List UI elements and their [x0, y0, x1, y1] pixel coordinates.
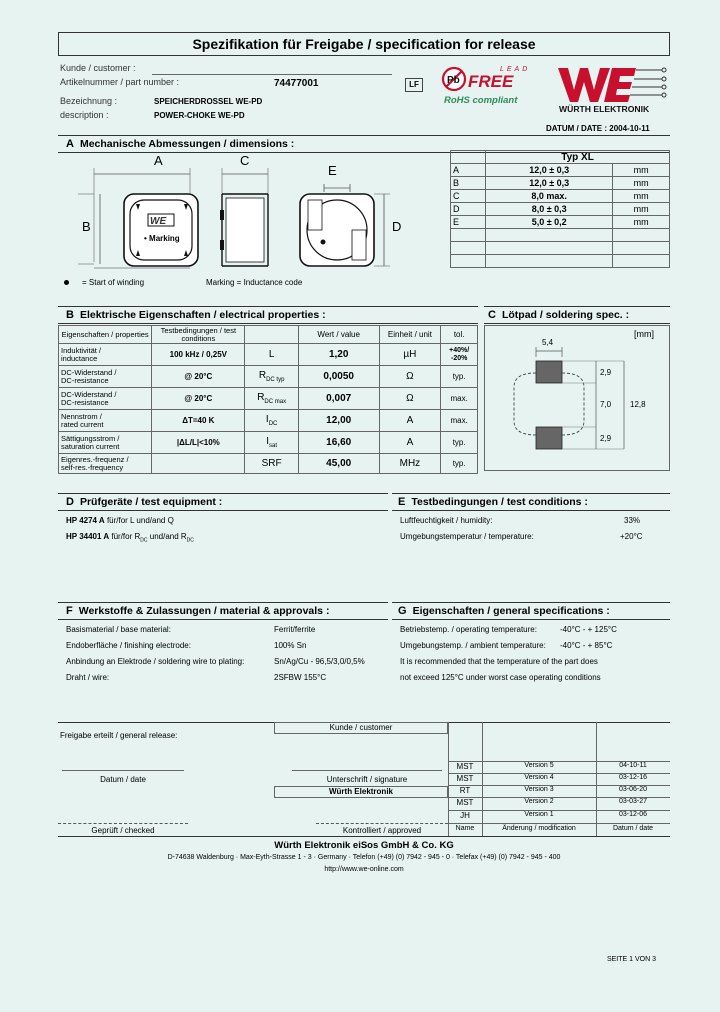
lf-badge: LF [405, 78, 423, 92]
footer-company: Würth Elektronik eiSos GmbH & Co. KG [274, 840, 454, 851]
material-label-3: Draht / wire: [66, 673, 110, 682]
legend-winding: = Start of winding [82, 278, 145, 287]
history-version-3: Version 2 [524, 798, 554, 805]
checked-line [58, 823, 188, 824]
description-label: description : [60, 110, 109, 120]
humidity-value: 33% [624, 516, 641, 525]
lead-free-logo [440, 62, 540, 106]
approved-line [316, 823, 448, 824]
material-label-1: Endoberfläche / finishing electrode: [66, 641, 191, 650]
material-value-2: Sn/Ag/Cu - 96,5/3,0/0,5% [274, 657, 365, 666]
dim-label-d: D [392, 219, 402, 234]
signature-label: Unterschrift / signature [326, 775, 408, 784]
table-row: D 8,0 ± 0,3 mm [451, 203, 670, 216]
history-line-5 [448, 823, 670, 824]
general-release-label: Freigabe erteilt / general release: [60, 731, 178, 740]
table-row: Eigenres.-frequenz / self-res.-frequency SRF 45,00 MHz typ. [59, 454, 478, 474]
footer-address: D-74638 Waldenburg · Max-Eyth-Strasse 1 - 3 · Germany · Telefon (+49) (0) 7942 - 945 - 0 · Telefax (+49) (0) 7942 - 945 - 400 [167, 854, 561, 861]
history-date-1: 03-12-16 [618, 774, 648, 781]
customer-header-box: Kunde / customer [274, 722, 448, 734]
free-text: FREE [468, 72, 514, 91]
company-logo-text: WÜRTH ELEKTRONIK [559, 104, 650, 114]
pad-dim-width: 5,4 [542, 338, 554, 347]
winding-dot-icon [64, 280, 69, 285]
humidity-label: Luftfeuchtigkeit / humidity: [400, 516, 493, 525]
history-version-1: Version 4 [524, 774, 554, 781]
history-version-4: Version 1 [524, 811, 554, 818]
material-label-0: Basismaterial / base material: [66, 625, 171, 634]
designation: SPEICHERDROSSEL WE-PD [154, 97, 263, 106]
operating-temp-label: Betriebstemp. / operating temperature: [400, 625, 537, 634]
svg-text:WE: WE [150, 216, 167, 227]
material-label-2: Anbindung an Elektrode / soldering wire to plating: [66, 657, 245, 666]
ambient-temp-value: -40°C - + 85°C [560, 641, 613, 650]
section-f-header: F Werkstoffe & Zulassungen / material & approvals : [58, 602, 388, 620]
history-date-4: 03-12-06 [618, 811, 648, 818]
operating-temp-value: -40°C - + 125°C [560, 625, 617, 634]
dim-label-e: E [328, 163, 337, 178]
ambient-value: +20°C [620, 532, 643, 541]
history-col-mod: Änderung / modification [502, 825, 576, 832]
signature-line [292, 770, 442, 771]
dimension-drawing [80, 152, 450, 282]
section-c-header: C Lötpad / soldering spec. : [484, 306, 670, 324]
history-date-0: 04-10-11 [619, 762, 647, 769]
history-date-3: 03-03-27 [618, 798, 648, 805]
pb-symbol: Pb [447, 75, 460, 86]
dim-label-c: C [240, 153, 250, 168]
history-version-0: Version 5 [524, 762, 554, 769]
dim-label-b: B [82, 219, 91, 234]
designation-label: Bezeichnung : [60, 96, 118, 106]
history-name-1: MST [456, 774, 474, 783]
equipment-line-2: HP 34401 A für/for $R_{DC}$ und/and $R_{DC}$ [66, 532, 194, 544]
page-number: SEITE 1 VON 3 [606, 956, 656, 963]
date-label: Datum / date [100, 775, 146, 784]
section-b-header: B Elektrische Eigenschaften / electrical properties : [58, 306, 478, 324]
material-value-0: Ferrit/ferrite [274, 625, 316, 634]
section-d-header: D Prüfgeräte / test equipment : [58, 493, 388, 511]
table-row: DC-Widerstand / DC-resistance @ 20°C $R_{DC max}$ 0,007 Ω max. [59, 388, 478, 410]
electrical-table: Eigenschaften / properties Testbedingungen / test conditions Wert / value Einheit / unit tol. Induktivität / inductance 100 kHz / 0,25V L 1,20 µH +40%/ -20% DC-Widerstand / DC-resistance @ 20°C $R_{DC typ}$ 0,0050 Ω typ. DC-Widerstand / DC-resistance @ 20°C $R_{DC max}$ 0,007 Ω max. Nennstrom / rated current ΔT=40 K $I_{DC}$ 12,00 A max. Sättigungsstrom / saturation current |ΔL/L|<10% $I_{sat}$ 16,60 A typ. Eigenres.-frequenz / self-res.-frequency SRF 45,00 MHz typ. [58, 325, 478, 474]
footer-url[interactable]: http://www.we-online.com [324, 866, 404, 873]
temp-note-2: not exceed 125°C under worst case operating conditions [400, 673, 601, 682]
table-row: DC-Widerstand / DC-resistance @ 20°C $R_{DC typ}$ 0,0050 Ω typ. [59, 366, 478, 388]
equipment-line-1: HP 4274 A für/for L und/and Q [66, 516, 174, 525]
date-line [62, 770, 184, 771]
history-name-4: JH [460, 811, 470, 820]
lead-text: LEAD [500, 66, 531, 73]
pad-dim-top: 2,9 [600, 368, 612, 377]
material-value-3: 2SFBW 155°C [274, 673, 327, 682]
material-value-1: 100% Sn [274, 641, 307, 650]
page-title: Spezifikation für Freigabe / specification for release [192, 36, 536, 52]
part-number: 74477001 [274, 78, 319, 89]
history-name-3: MST [456, 798, 474, 807]
history-version-2: Version 3 [524, 786, 554, 793]
we-header-box: Würth Elektronik [274, 786, 448, 798]
section-a-header: A Mechanische Abmessungen / dimensions : [58, 135, 670, 153]
checked-label: Geprüft / checked [91, 826, 155, 835]
ambient-label: Umgebungstemperatur / temperature: [400, 532, 534, 541]
legend-marking: Marking = Inductance code [206, 278, 303, 287]
approved-label: Kontrolliert / approved [342, 826, 422, 835]
rohs-text: RoHS compliant [444, 95, 518, 106]
temp-note-1: It is recommended that the temperature of the part does [400, 657, 598, 666]
pad-dim-total: 12,8 [630, 400, 646, 409]
table-row: Nennstrom / rated current ΔT=40 K $I_{DC}$ 12,00 A max. [59, 410, 478, 432]
history-col-name: Name [455, 825, 475, 832]
table-row: E 5,0 ± 0,2 mm [451, 216, 670, 229]
title-box [58, 32, 670, 56]
customer-label: Kunde / customer : [60, 63, 136, 73]
part-number-label: Artikelnummer / part number : [60, 77, 180, 87]
table-row: Induktivität / inductance 100 kHz / 0,25V L 1,20 µH +40%/ -20% [59, 344, 478, 366]
history-name-0: MST [456, 762, 474, 771]
pad-dim-gap: 7,0 [600, 400, 612, 409]
marking-label: • Marking [144, 234, 180, 243]
release-bottom-line [58, 836, 670, 837]
description: POWER-CHOKE WE-PD [154, 111, 245, 120]
document-date: DATUM / DATE : 2004-10-11 [546, 124, 650, 133]
section-g-header: G Eigenschaften / general specifications : [392, 602, 670, 620]
type-label: Typ XL [486, 151, 670, 164]
we-company-logo [556, 62, 672, 114]
dimension-table [450, 150, 670, 268]
soldering-pad-drawing [484, 325, 670, 471]
pad-unit: [mm] [634, 329, 654, 339]
table-row: Sättigungsstrom / saturation current |ΔL/L|<10% $I_{sat}$ 16,60 A typ. [59, 432, 478, 454]
history-date-2: 03-06-20 [618, 786, 648, 793]
customer-underline [152, 74, 392, 75]
ambient-temp-label: Umgebungstemp. / ambient temperature: [400, 641, 546, 650]
section-e-header: E Testbedingungen / test conditions : [392, 493, 670, 511]
pad-dim-bottom: 2,9 [600, 434, 612, 443]
history-col-date: Datum / date [612, 825, 654, 832]
history-name-2: RT [459, 786, 471, 795]
table-row: A 12,0 ± 0,3 mm [451, 164, 670, 177]
table-row: B 12,0 ± 0,3 mm [451, 177, 670, 190]
table-row: C 8,0 max. mm [451, 190, 670, 203]
dim-label-a: A [154, 153, 163, 168]
